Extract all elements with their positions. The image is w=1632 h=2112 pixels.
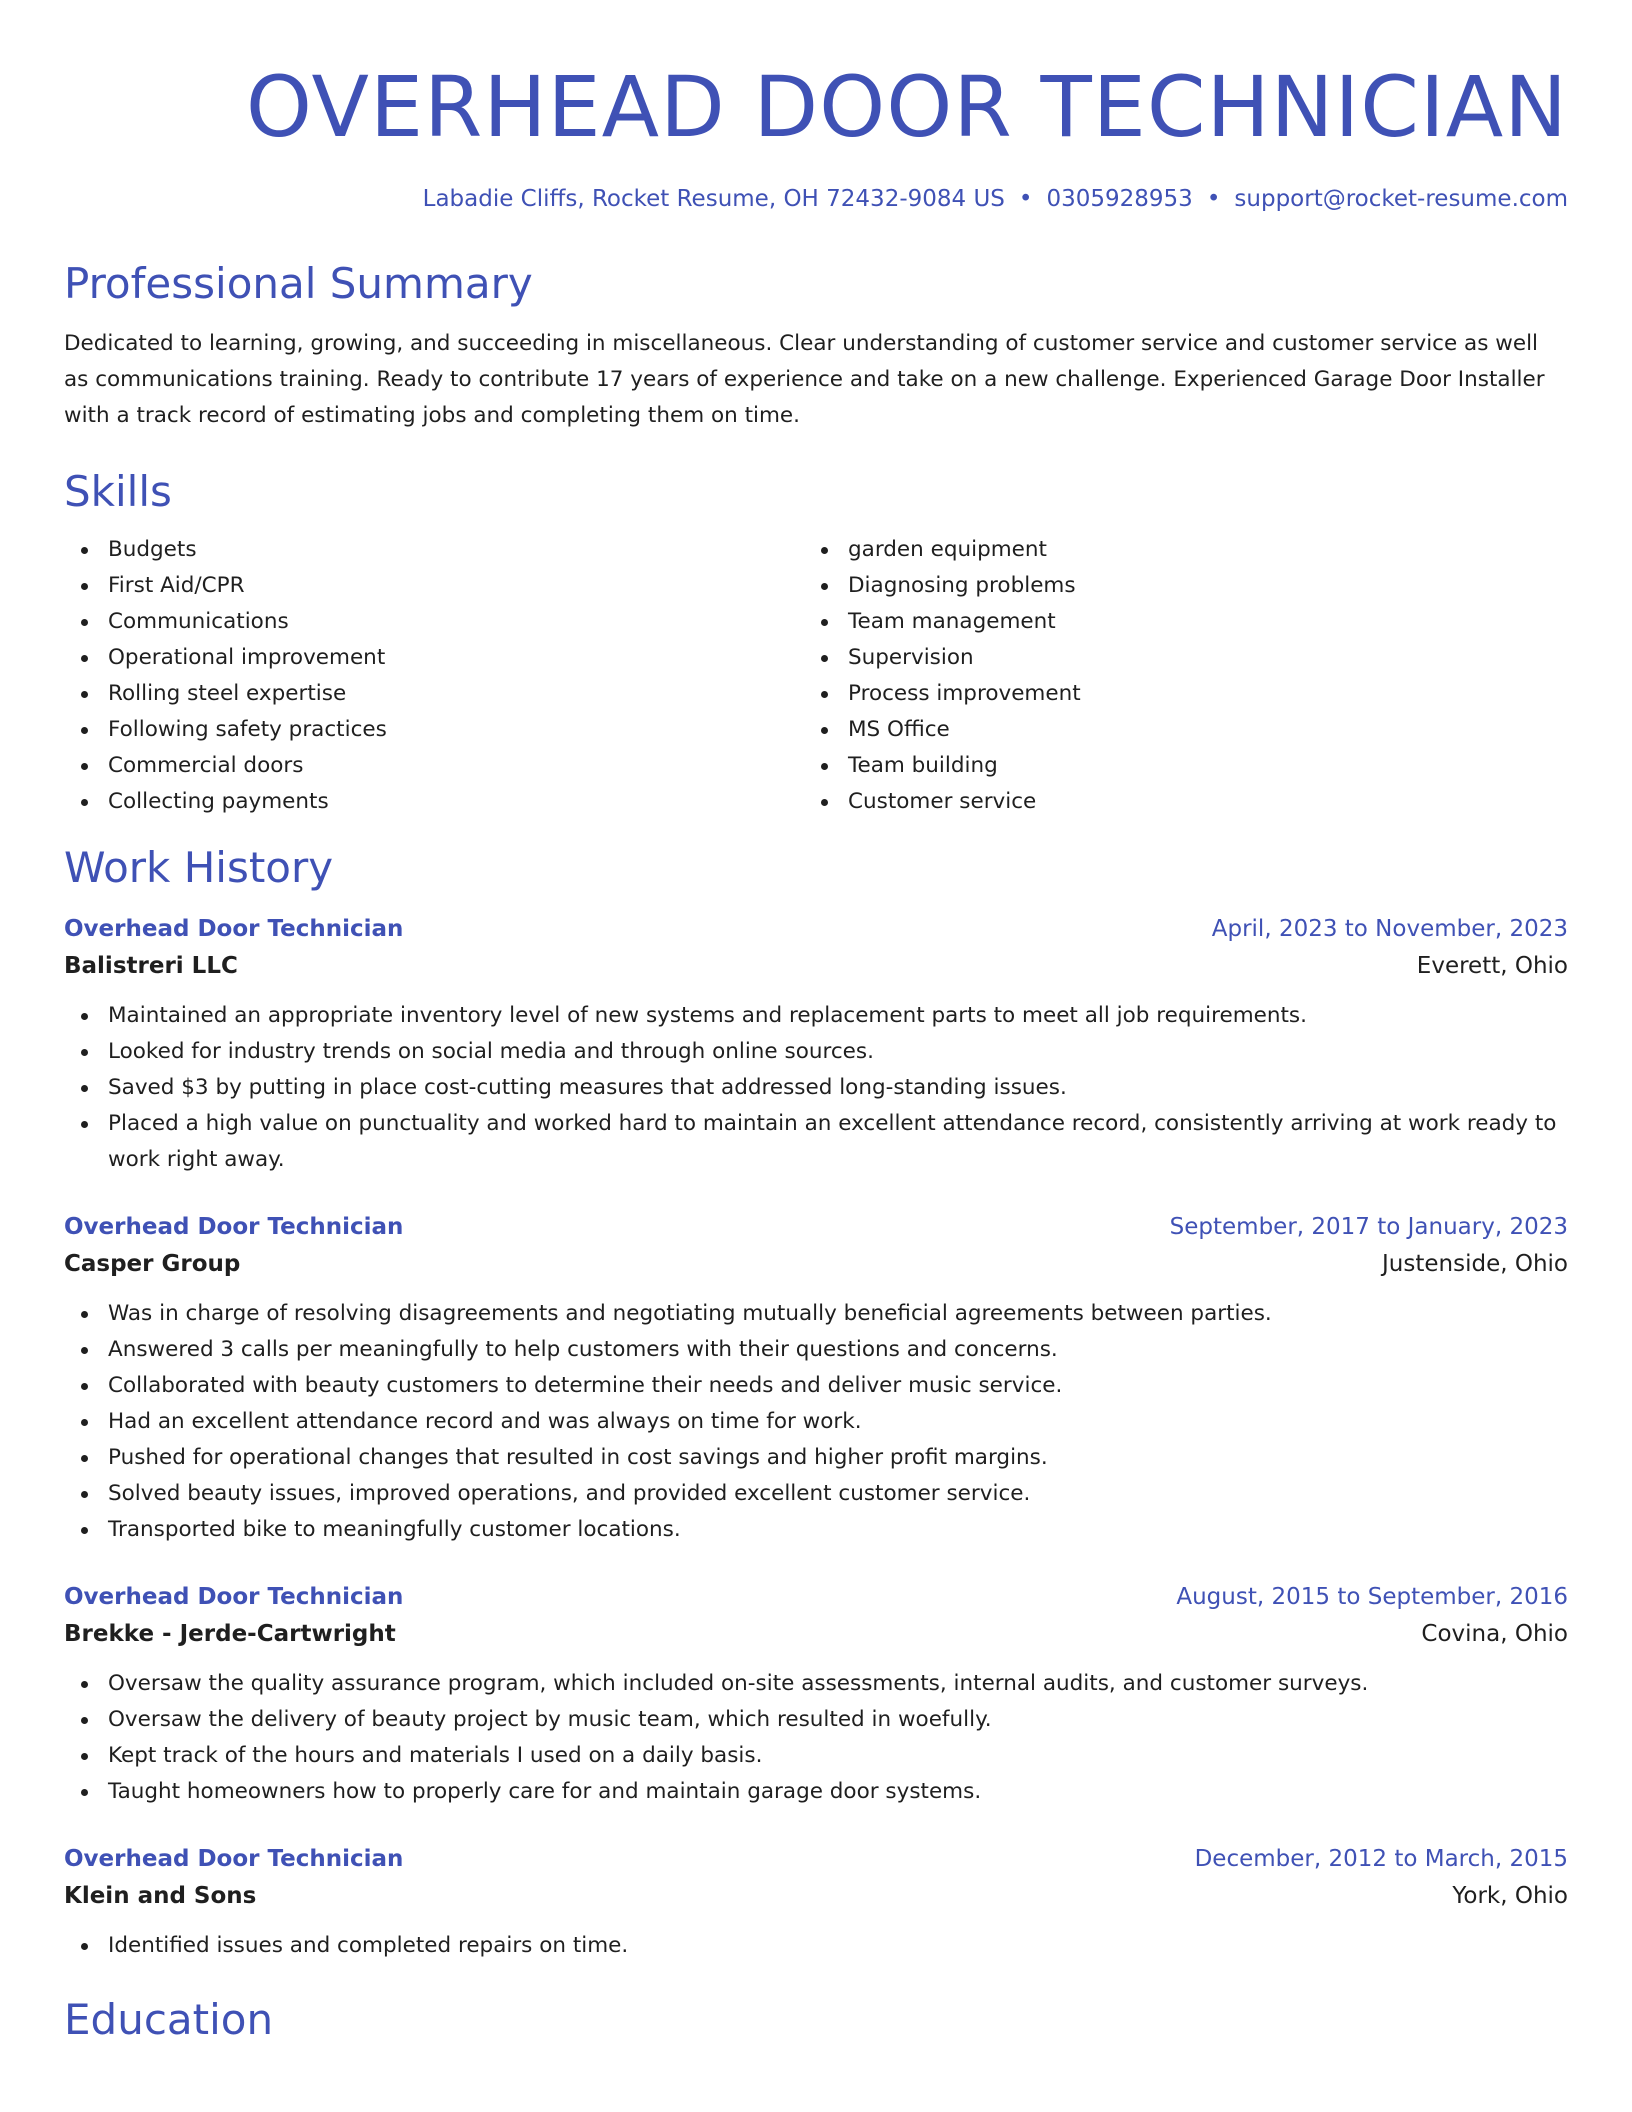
skill-item: garden equipment [804, 532, 1544, 568]
job-bullet: Was in charge of resolving disagreements and negotiating mutually beneficial agreements between parties. [64, 1296, 1568, 1332]
resume-header [64, 58, 1568, 214]
job-title: Overhead Door Technician [64, 1846, 404, 1872]
job-header-row [64, 1580, 1568, 1614]
job-entry [64, 912, 1568, 1178]
job-header-row [64, 1842, 1568, 1876]
job-company-row [64, 946, 1568, 986]
skill-item: Process improvement [804, 676, 1544, 712]
job-bullet: Oversaw the delivery of beauty project by music team, which resulted in woefully. [64, 1702, 1568, 1738]
skill-item: Following safety practices [64, 712, 804, 748]
job-bullet: Had an excellent attendance record and was always on time for work. [64, 1404, 1568, 1440]
skill-item: Communications [64, 604, 804, 640]
job-bullet: Taught homeowners how to properly care for and maintain garage door systems. [64, 1774, 1568, 1810]
job-bullet: Answered 3 calls per meaningfully to help customers with their questions and concerns. [64, 1332, 1568, 1368]
job-bullet: Kept track of the hours and materials I used on a daily basis. [64, 1738, 1568, 1774]
contact-line [64, 184, 1568, 214]
skill-item: Collecting payments [64, 784, 804, 820]
job-bullets [64, 1666, 1568, 1810]
job-bullet: Solved beauty issues, improved operations, and provided excellent customer service. [64, 1476, 1568, 1512]
summary-section [64, 258, 1568, 434]
contact-phone: 0305928953 [1046, 186, 1193, 212]
job-company-row [64, 1614, 1568, 1654]
summary-title: Professional Summary [64, 259, 533, 308]
skill-item: Diagnosing problems [804, 568, 1544, 604]
job-bullet: Transported bike to meaningfully customer locations. [64, 1512, 1568, 1548]
candidate-name: OVERHEAD DOOR TECHNICIAN [245, 58, 1568, 156]
skill-item: Team management [804, 604, 1544, 640]
job-bullet: Oversaw the quality assurance program, which included on-site assessments, internal audits, and customer surveys. [64, 1666, 1568, 1702]
contact-separator: • [1206, 186, 1221, 212]
skill-item: Rolling steel expertise [64, 676, 804, 712]
job-bullet: Looked for industry trends on social media and through online sources. [64, 1034, 1568, 1070]
job-title: Overhead Door Technician [64, 916, 404, 942]
job-location: York, Ohio [1452, 1883, 1568, 1909]
education-section [64, 1994, 1568, 2046]
job-company-row [64, 1244, 1568, 1284]
job-company: Brekke - Jerde-Cartwright [64, 1621, 396, 1647]
skills-section [64, 466, 1568, 820]
contact-address: Labadie Cliffs, Rocket Resume, OH 72432-9084 US [422, 186, 1005, 212]
job-entry [64, 1210, 1568, 1548]
job-dates: September, 2017 to January, 2023 [1169, 1214, 1568, 1240]
skill-item: Commercial doors [64, 748, 804, 784]
work-history-section [64, 842, 1568, 1964]
summary-text: Dedicated to learning, growing, and succeeding in miscellaneous. Clear understanding of customer service and customer service as well as communications training. Ready to contribute 17 years of experience and take on a new challenge. Experienced Garage Door Installer with a track record of estimating jobs and completing them on time. [64, 331, 1545, 428]
skill-item: Budgets [64, 532, 804, 568]
skill-item: Customer service [804, 784, 1544, 820]
job-bullet: Pushed for operational changes that resulted in cost savings and higher profit margins. [64, 1440, 1568, 1476]
job-title: Overhead Door Technician [64, 1584, 404, 1610]
skills-column-right [804, 532, 1544, 820]
skill-item: Operational improvement [64, 640, 804, 676]
skill-item: Supervision [804, 640, 1544, 676]
job-bullet: Identified issues and completed repairs on time. [64, 1928, 1568, 1964]
job-bullet: Maintained an appropriate inventory level of new systems and replacement parts to meet all job requirements. [64, 998, 1568, 1034]
job-header-row [64, 912, 1568, 946]
job-company-row [64, 1876, 1568, 1916]
job-bullet: Placed a high value on punctuality and worked hard to maintain an excellent attendance record, consistently arriving at work ready to work right away. [64, 1106, 1568, 1178]
job-dates: December, 2012 to March, 2015 [1194, 1846, 1568, 1872]
skill-item: MS Office [804, 712, 1544, 748]
job-bullet: Saved $3 by putting in place cost-cutting measures that addressed long-standing issues. [64, 1070, 1568, 1106]
job-location: Covina, Ohio [1421, 1621, 1568, 1647]
skills-column-left [64, 532, 804, 820]
skill-item: First Aid/CPR [64, 568, 804, 604]
job-location: Everett, Ohio [1416, 953, 1568, 979]
job-location: Justenside, Ohio [1382, 1251, 1568, 1277]
job-company: Casper Group [64, 1251, 241, 1277]
job-bullets [64, 1928, 1568, 1964]
job-entry [64, 1842, 1568, 1964]
job-bullet: Collaborated with beauty customers to determine their needs and deliver music service. [64, 1368, 1568, 1404]
contact-separator: • [1018, 186, 1033, 212]
skill-item: Team building [804, 748, 1544, 784]
skills-grid [64, 532, 1568, 820]
education-title: Education [64, 1995, 274, 2044]
job-dates: August, 2015 to September, 2016 [1176, 1584, 1568, 1610]
job-title: Overhead Door Technician [64, 1214, 404, 1240]
work-history-title: Work History [64, 843, 334, 892]
job-bullets [64, 998, 1568, 1178]
contact-email[interactable]: support@rocket-resume.com [1234, 186, 1568, 212]
job-bullets [64, 1296, 1568, 1548]
job-company: Balistreri LLC [64, 953, 238, 979]
job-header-row [64, 1210, 1568, 1244]
job-entry [64, 1580, 1568, 1810]
skills-title: Skills [64, 467, 172, 516]
job-company: Klein and Sons [64, 1883, 257, 1909]
job-dates: April, 2023 to November, 2023 [1211, 916, 1568, 942]
